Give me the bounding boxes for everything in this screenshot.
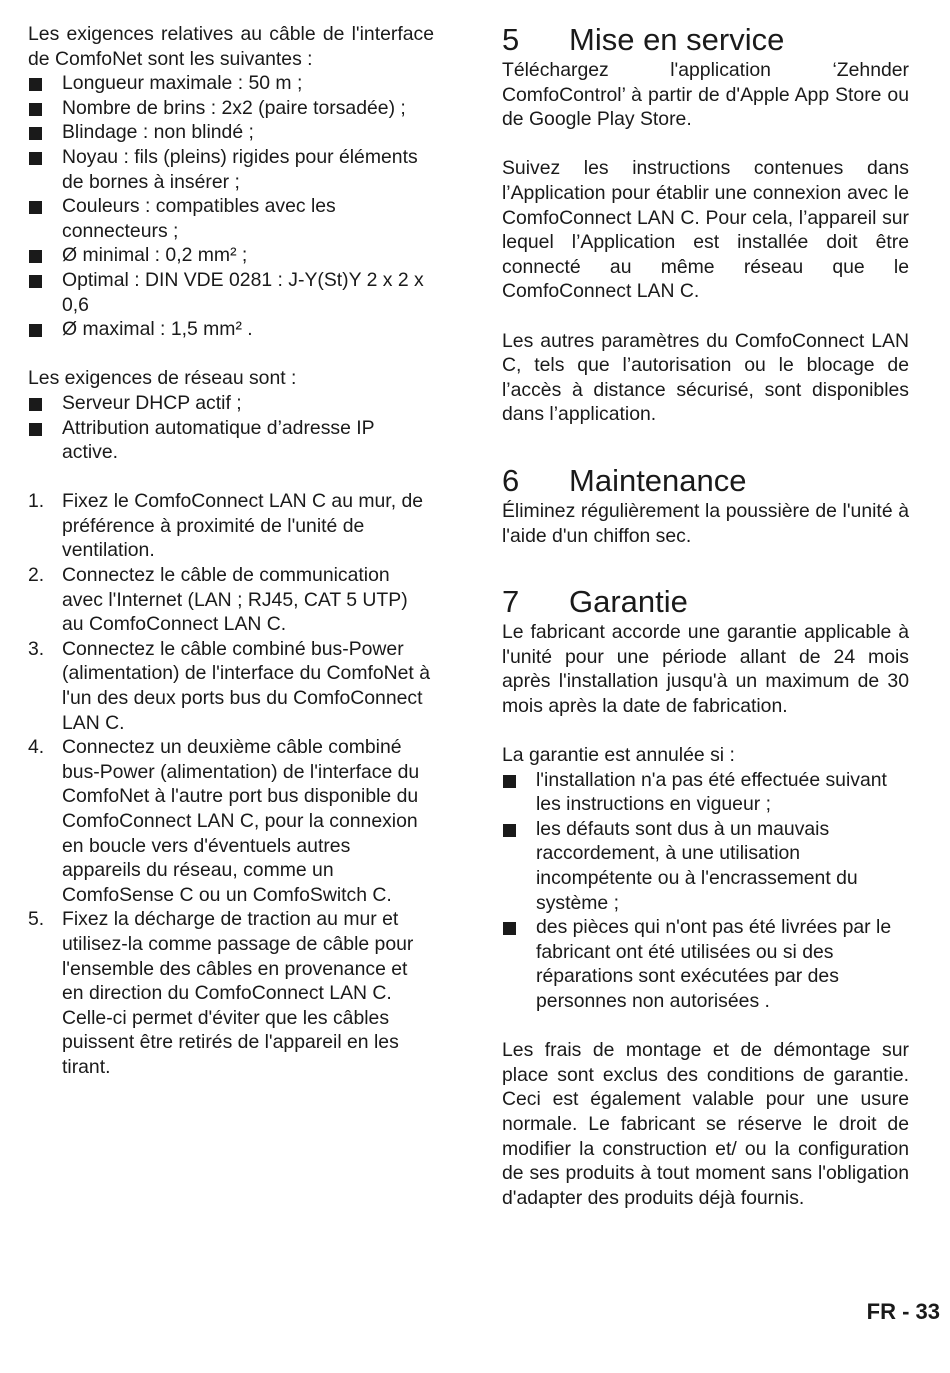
list-item: Longueur maximale : 50 m ; bbox=[28, 71, 434, 96]
step-item bbox=[28, 907, 434, 1079]
square-bullet-icon bbox=[503, 922, 516, 935]
square-bullet-icon bbox=[29, 398, 42, 411]
section-heading-maintenance bbox=[502, 463, 909, 499]
square-bullet-icon bbox=[29, 250, 42, 263]
list-item: Optimal : DIN VDE 0281 : J-Y(St)Y 2 x 2 x 0,6 bbox=[28, 268, 434, 317]
section-heading-mise-en-service bbox=[502, 22, 909, 58]
square-bullet-icon bbox=[29, 78, 42, 91]
step-item bbox=[28, 563, 434, 637]
paragraph: Les frais de montage et de démontage sur place sont exclus des conditions de garantie. Ceci est également valable pour une usure normale. Le fabricant se réserve le droit de modifier la construction et/ ou la configuration de ses produits à tout moment sans l'obligation d'adapter des produits déjà fournis. bbox=[502, 1039, 909, 1209]
step-text: Connectez le câble combiné bus-Power (alimentation) de l'interface du ComfoNet à l'un des deux ports bus du ComfoConnect LAN C. bbox=[62, 637, 430, 734]
step-text: Fixez le ComfoConnect LAN C au mur, de préférence à proximité de l'unité de ventilation. bbox=[62, 490, 424, 562]
list-item: Blindage : non blindé ; bbox=[28, 120, 434, 145]
list-item: les défauts sont dus à un mauvais raccordement, à une utilisation incompétente ou à l'encrassement du système ; bbox=[502, 817, 909, 915]
section-heading-garantie bbox=[502, 584, 909, 620]
square-bullet-icon bbox=[29, 152, 42, 165]
square-bullet-icon bbox=[29, 275, 42, 288]
step-number: 3. bbox=[28, 637, 45, 660]
cable-requirements-list bbox=[28, 71, 434, 342]
step-text: Connectez un deuxième câble combiné bus-Power (alimentation) de l'interface du ComfoNet à l'autre port bus disponible du ComfoConnect LAN C, pour la connexion en boucle vers d'éventuels autres appareils du réseau, comme un ComfoSense C ou un ComfoSwitch C. bbox=[62, 736, 420, 906]
square-bullet-icon bbox=[29, 103, 42, 116]
paragraph: Éliminez régulièrement la poussière de l'unité à l'aide d'un chiffon sec. bbox=[502, 499, 909, 547]
network-intro: Les exigences de réseau sont : bbox=[28, 367, 297, 390]
list-item: Ø minimal : 0,2 mm² ; bbox=[28, 243, 434, 268]
section-title: Garantie bbox=[569, 584, 688, 620]
step-item bbox=[28, 735, 434, 907]
right-column bbox=[502, 22, 909, 1210]
step-text: Fixez la décharge de traction au mur et utilisez-la comme passage de câble pour l'ensemble des câbles en provenance et en direction du ComfoConnect LAN C. Celle-ci permet d'éviter que les câbles puissent être retirés de l'appareil en les tirant. bbox=[62, 908, 414, 1078]
paragraph: Les autres paramètres du ComfoConnect LAN C, tels que l’autorisation ou le blocage de l’accès à distance sécurisé, sont disponibles dans l’application. bbox=[502, 329, 909, 426]
square-bullet-icon bbox=[29, 423, 42, 436]
square-bullet-icon bbox=[29, 127, 42, 140]
page-number: FR - 33 bbox=[866, 1299, 940, 1324]
paragraph: Le fabricant accorde une garantie applicable à l'unité pour une période allant de 24 mois après l'installation jusqu'à un maximum de 30 mois après la date de fabrication. bbox=[502, 621, 909, 717]
section-title: Maintenance bbox=[569, 462, 747, 498]
step-number: 1. bbox=[28, 490, 45, 513]
square-bullet-icon bbox=[503, 824, 516, 837]
square-bullet-icon bbox=[29, 201, 42, 214]
step-number: 5. bbox=[28, 908, 45, 931]
warranty-void-list bbox=[502, 768, 909, 1014]
square-bullet-icon bbox=[503, 775, 516, 788]
step-number: 4. bbox=[28, 736, 45, 759]
list-item: Noyau : fils (pleins) rigides pour éléments de bornes à insérer ; bbox=[28, 145, 434, 194]
section-number: 5 bbox=[502, 22, 520, 57]
step-item bbox=[28, 637, 434, 735]
step-item bbox=[28, 489, 434, 563]
paragraph: Téléchargez l'application ‘Zehnder ComfoControl’ à partir de d'Apple App Store ou de Google Play Store. bbox=[502, 59, 909, 131]
section-title: Mise en service bbox=[569, 22, 785, 57]
list-item: Couleurs : compatibles avec les connecteurs ; bbox=[28, 194, 434, 243]
step-number: 2. bbox=[28, 564, 45, 587]
network-requirements-list bbox=[28, 391, 434, 465]
step-text: Connectez le câble de communication avec l'Internet (LAN ; RJ45, CAT 5 UTP) au ComfoConnect LAN C. bbox=[62, 564, 408, 636]
cable-intro: Les exigences relatives au câble de l'interface de ComfoNet sont les suivantes : bbox=[28, 23, 434, 70]
installation-steps bbox=[28, 489, 434, 1079]
list-item: l'installation n'a pas été effectuée suivant les instructions en vigueur ; bbox=[502, 768, 909, 817]
square-bullet-icon bbox=[29, 324, 42, 337]
section-number: 7 bbox=[502, 584, 520, 620]
list-item: Nombre de brins : 2x2 (paire torsadée) ; bbox=[28, 96, 434, 121]
left-column bbox=[28, 22, 434, 1080]
warranty-void-intro: La garantie est annulée si : bbox=[502, 744, 735, 767]
list-item: Attribution automatique d’adresse IP active. bbox=[28, 416, 434, 465]
list-item: Ø maximal : 1,5 mm² . bbox=[28, 317, 434, 342]
section-number: 6 bbox=[502, 462, 520, 498]
list-item: Serveur DHCP actif ; bbox=[28, 391, 434, 416]
paragraph: Suivez les instructions contenues dans l’Application pour établir une connexion avec le ComfoConnect LAN C. Pour cela, l’appareil sur lequel l’Application est installée doit être connecté au même réseau que le ComfoConnect LAN C. bbox=[502, 157, 909, 303]
list-item: des pièces qui n'ont pas été livrées par le fabricant ont été utilisées ou si des réparations sont exécutées par des personnes non autorisées . bbox=[502, 915, 909, 1013]
